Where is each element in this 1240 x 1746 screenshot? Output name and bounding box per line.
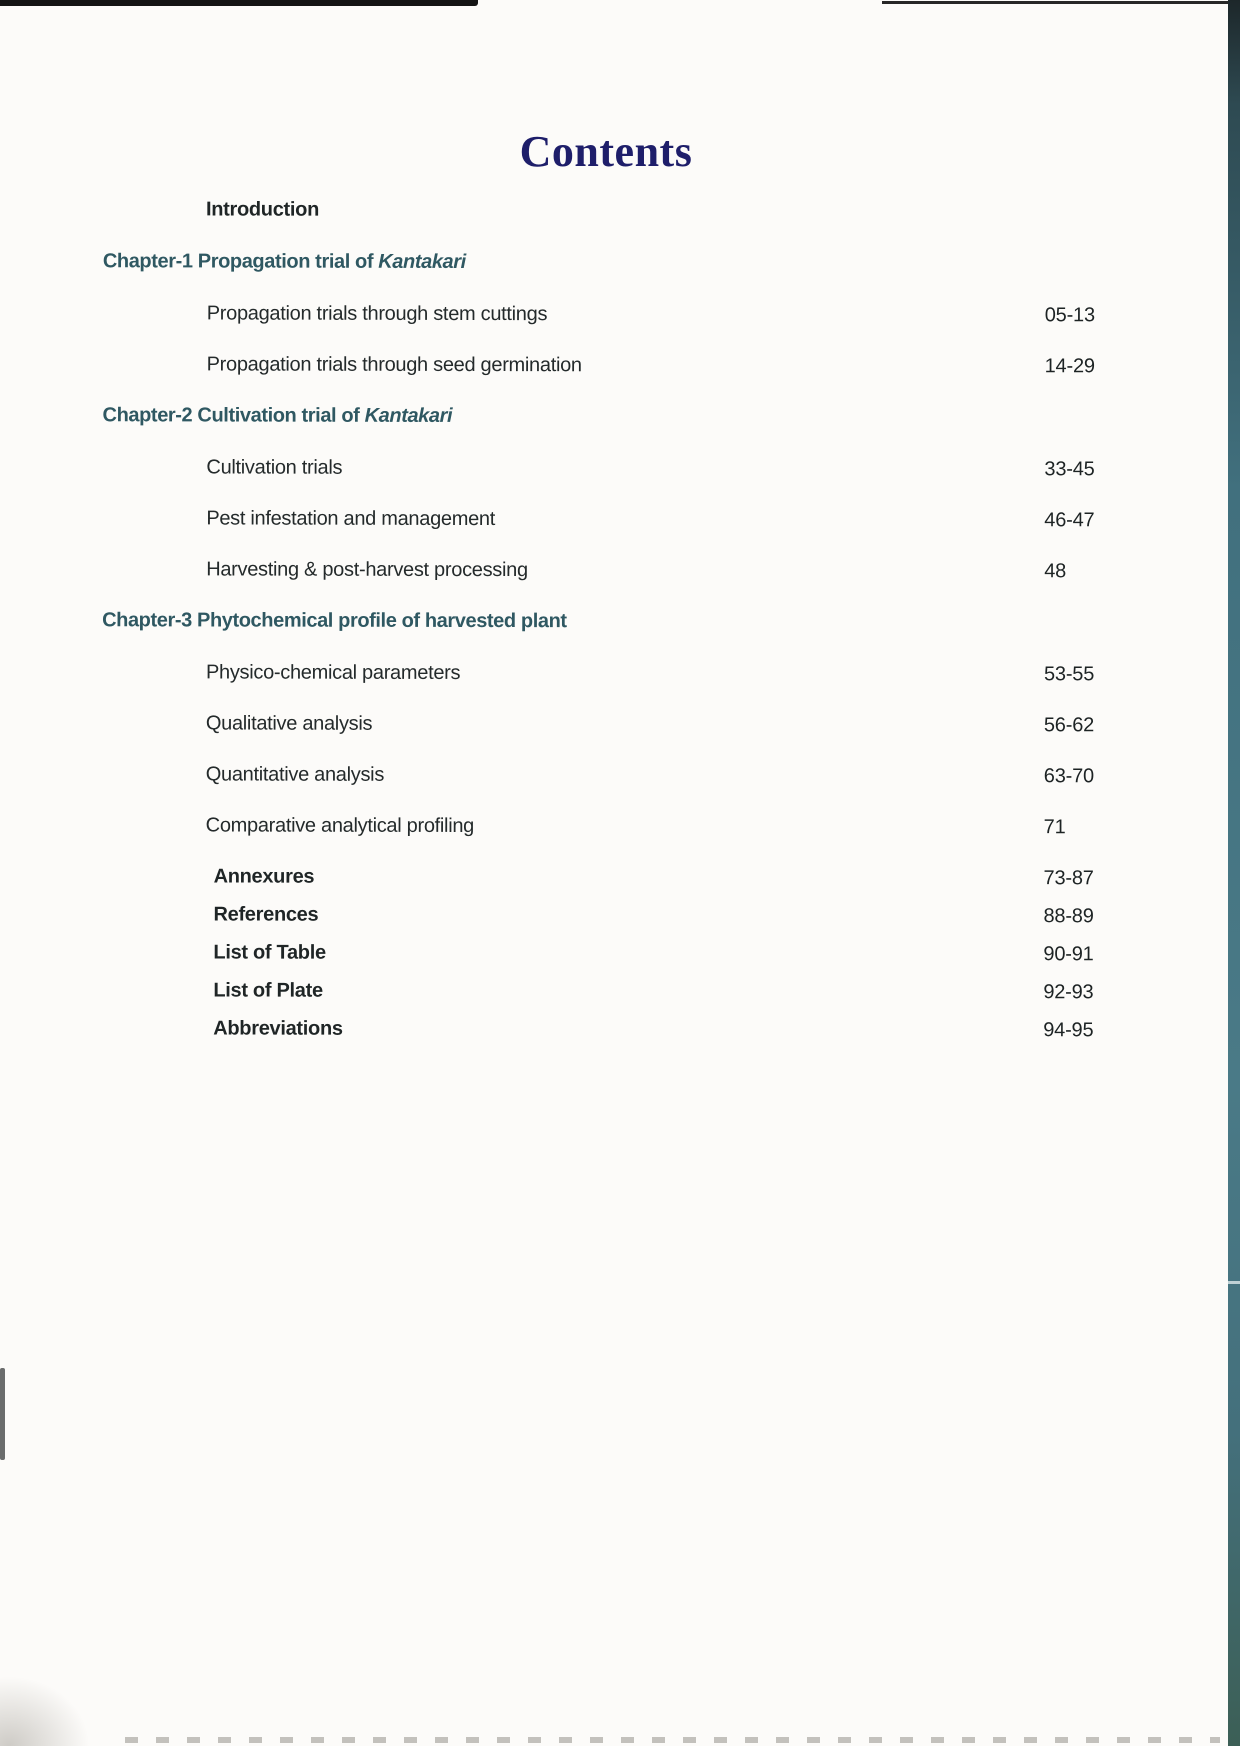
toc-entry-label: Comparative analytical profiling [205, 814, 475, 837]
toc-entry-label: Pest infestation and management [206, 507, 496, 531]
toc-entry-label: Harvesting & post-harvest processing [206, 558, 528, 582]
toc-entry-pages: 46-47 [1044, 509, 1095, 532]
toc-entry-pages: 88-89 [1043, 905, 1094, 928]
toc-entry-label: Qualitative analysis [205, 712, 373, 735]
toc-entry-row [0, 659, 1239, 713]
toc-back-row [0, 939, 1238, 980]
toc-back-row [0, 901, 1239, 942]
toc-entry-pages: 92-93 [1043, 981, 1094, 1004]
toc-entry-label: Propagation trials through seed germination [206, 353, 582, 377]
toc-entry-pages: 05-13 [1044, 304, 1095, 327]
toc-entry-pages: 14-29 [1044, 355, 1095, 378]
toc-entry-pages: 56-62 [1043, 714, 1095, 737]
toc-entry-row [0, 300, 1240, 354]
scan-corner-smudge [0, 1676, 90, 1746]
scan-edge-right-notch [1228, 1281, 1240, 1284]
toc-entry-pages: 94-95 [1043, 1019, 1094, 1042]
chapter-heading-row [0, 607, 1239, 662]
toc-entry-pages: 71 [1043, 816, 1066, 839]
toc-rows [0, 248, 1240, 1056]
toc-entry-label: List of Plate [213, 979, 323, 1002]
chapter-heading-row [0, 248, 1240, 303]
chapter-title: Chapter-1 Propagation trial of Kantakari [102, 250, 466, 273]
page-title: Contents [519, 127, 693, 176]
toc-entry-pages: 33-45 [1044, 458, 1095, 481]
scan-edge-top-right [882, 1, 1240, 4]
scan-bottom-dashes [125, 1737, 1220, 1743]
toc-entry-label: Cultivation trials [206, 456, 343, 479]
chapter-title: Chapter-3 Phytochemical profile of harvested plant [102, 609, 567, 633]
toc-entry-pages: 63-70 [1043, 765, 1094, 788]
toc-entry-pages: 48 [1044, 560, 1067, 583]
toc-entry-row [0, 505, 1239, 559]
scan-edge-left-mark [0, 1368, 5, 1460]
toc-introduction-row [0, 196, 1240, 251]
toc-entry-label: Quantitative analysis [205, 763, 385, 786]
toc-back-row [0, 977, 1238, 1018]
toc-entry-label: Physico-chemical parameters [205, 661, 461, 684]
toc-back-row [0, 863, 1239, 904]
toc-entry-pages: 53-55 [1043, 663, 1095, 686]
toc-entry-label: Abbreviations [213, 1017, 343, 1040]
toc-entry-row [0, 761, 1239, 815]
chapter-title: Chapter-2 Cultivation trial of Kantakari [102, 404, 453, 427]
toc-entry-row [0, 351, 1240, 405]
toc-entry-row [0, 710, 1239, 764]
toc-entry-row [0, 812, 1239, 866]
toc-entry-label: List of Table [213, 941, 326, 964]
introduction-label: Introduction [205, 198, 320, 221]
toc-entry-row [0, 556, 1239, 610]
toc-entry-pages: 90-91 [1043, 943, 1094, 966]
species-name-italic: Kantakari [364, 404, 453, 427]
table-of-contents [0, 196, 1240, 1056]
toc-entry-label: References [213, 903, 319, 926]
toc-entry-row [0, 454, 1239, 508]
chapter-heading-row [0, 402, 1240, 457]
toc-entry-label: Propagation trials through stem cuttings [206, 302, 548, 326]
toc-entry-label: Annexures [213, 865, 315, 888]
toc-entry-pages: 73-87 [1043, 867, 1094, 890]
scan-edge-top-left [0, 0, 478, 6]
species-name-italic: Kantakari [378, 250, 466, 273]
toc-back-row [0, 1015, 1238, 1056]
